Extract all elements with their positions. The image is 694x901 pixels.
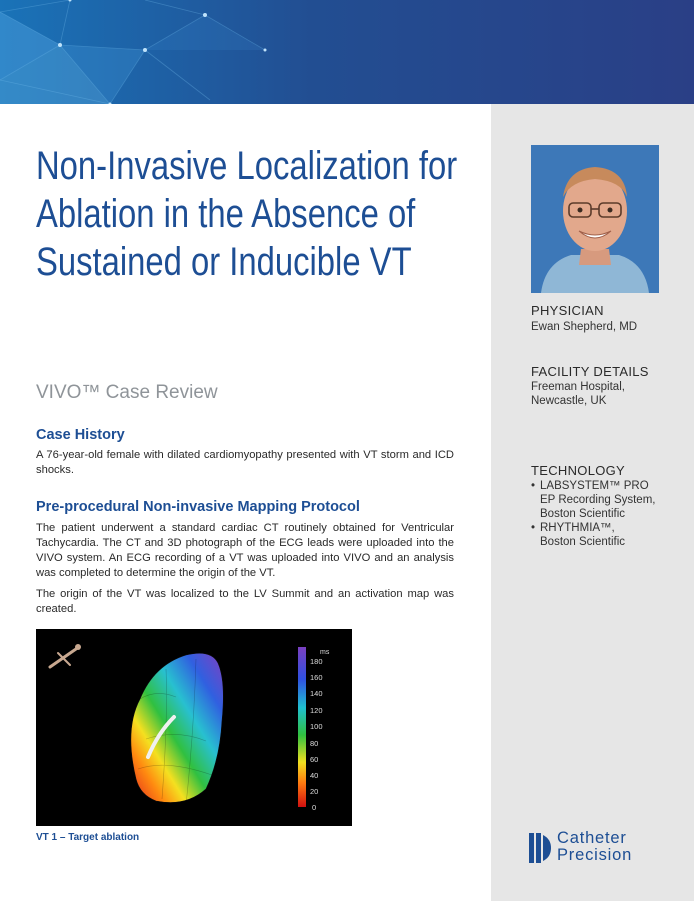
scale-tick: 40 — [310, 771, 319, 780]
scale-tick: 60 — [310, 755, 319, 764]
color-scale-bar — [298, 647, 306, 807]
physician-name: Ewan Shepherd, MD — [531, 321, 638, 333]
catheter-precision-logo-mark — [529, 833, 551, 863]
technology-label: TECHNOLOGY — [531, 463, 626, 478]
logo-line-2: Precision — [557, 846, 633, 864]
technology-list — [531, 479, 655, 549]
scale-tick: 80 — [310, 739, 319, 748]
section-heading-mapping-protocol: Pre-procedural Non-invasive Mapping Protocol — [36, 499, 360, 515]
scale-tick: 160 — [310, 673, 323, 682]
section-heading-case-history: Case History — [36, 427, 125, 443]
technology-item — [531, 479, 655, 521]
scale-unit-label: ms — [320, 649, 330, 656]
scale-tick: 140 — [310, 689, 323, 698]
activation-map-figure — [36, 629, 352, 826]
page-subtitle: VIVO™ Case Review — [36, 382, 218, 403]
facility-line-2: Newcastle, UK — [531, 395, 607, 407]
page-title: Non-Invasive Localization for Ablation in the Absence of Sustained or Inducible VT — [36, 144, 458, 284]
scale-tick: 180 — [310, 657, 323, 666]
banner-network-pattern — [0, 0, 694, 104]
technology-item-line: Boston Scientific — [540, 508, 626, 520]
technology-item-line: • RHYTHMIA™, — [540, 522, 615, 534]
logo-line-1: Catheter — [557, 829, 627, 847]
physician-label: PHYSICIAN — [531, 303, 604, 318]
technology-item-line: Boston Scientific — [540, 536, 626, 548]
logo-wordmark — [557, 830, 632, 864]
physician-portrait-image — [531, 145, 659, 293]
technology-item-line: EP Recording System, — [540, 494, 656, 506]
body-orientation-icon — [50, 644, 81, 667]
header-banner — [0, 0, 694, 104]
scale-tick: 120 — [310, 706, 323, 715]
mapping-protocol-paragraph-1: The patient underwent a standard cardiac CT routinely obtained for Ventricular Tachycardia. The CT and 3D photograph of the ECG leads were uploaded into the VIVO system. An ECG recording of a VT was uploaded into VIVO and an analysis was completed to determine the origin of the VT. — [36, 522, 454, 579]
scale-tick: 0 — [312, 803, 317, 812]
figure-caption: VT 1 – Target ablation — [36, 832, 140, 843]
facility-line-1: Freeman Hospital, — [531, 381, 625, 393]
technology-item — [531, 521, 655, 549]
case-history-paragraph: A 76-year-old female with dilated cardiomyopathy presented with VT storm and ICD shocks. — [36, 449, 454, 476]
activation-map-image — [36, 629, 352, 826]
scale-tick: 20 — [310, 787, 319, 796]
scale-tick: 100 — [310, 722, 323, 731]
facility-label: FACILITY DETAILS — [531, 364, 649, 379]
technology-item-line: • LABSYSTEM™ PRO — [540, 480, 649, 492]
mapping-protocol-paragraph-2: The origin of the VT was localized to the LV Summit and an activation map was created. — [36, 588, 454, 615]
catheter-precision-logo — [529, 830, 669, 866]
physician-photo — [531, 145, 659, 293]
